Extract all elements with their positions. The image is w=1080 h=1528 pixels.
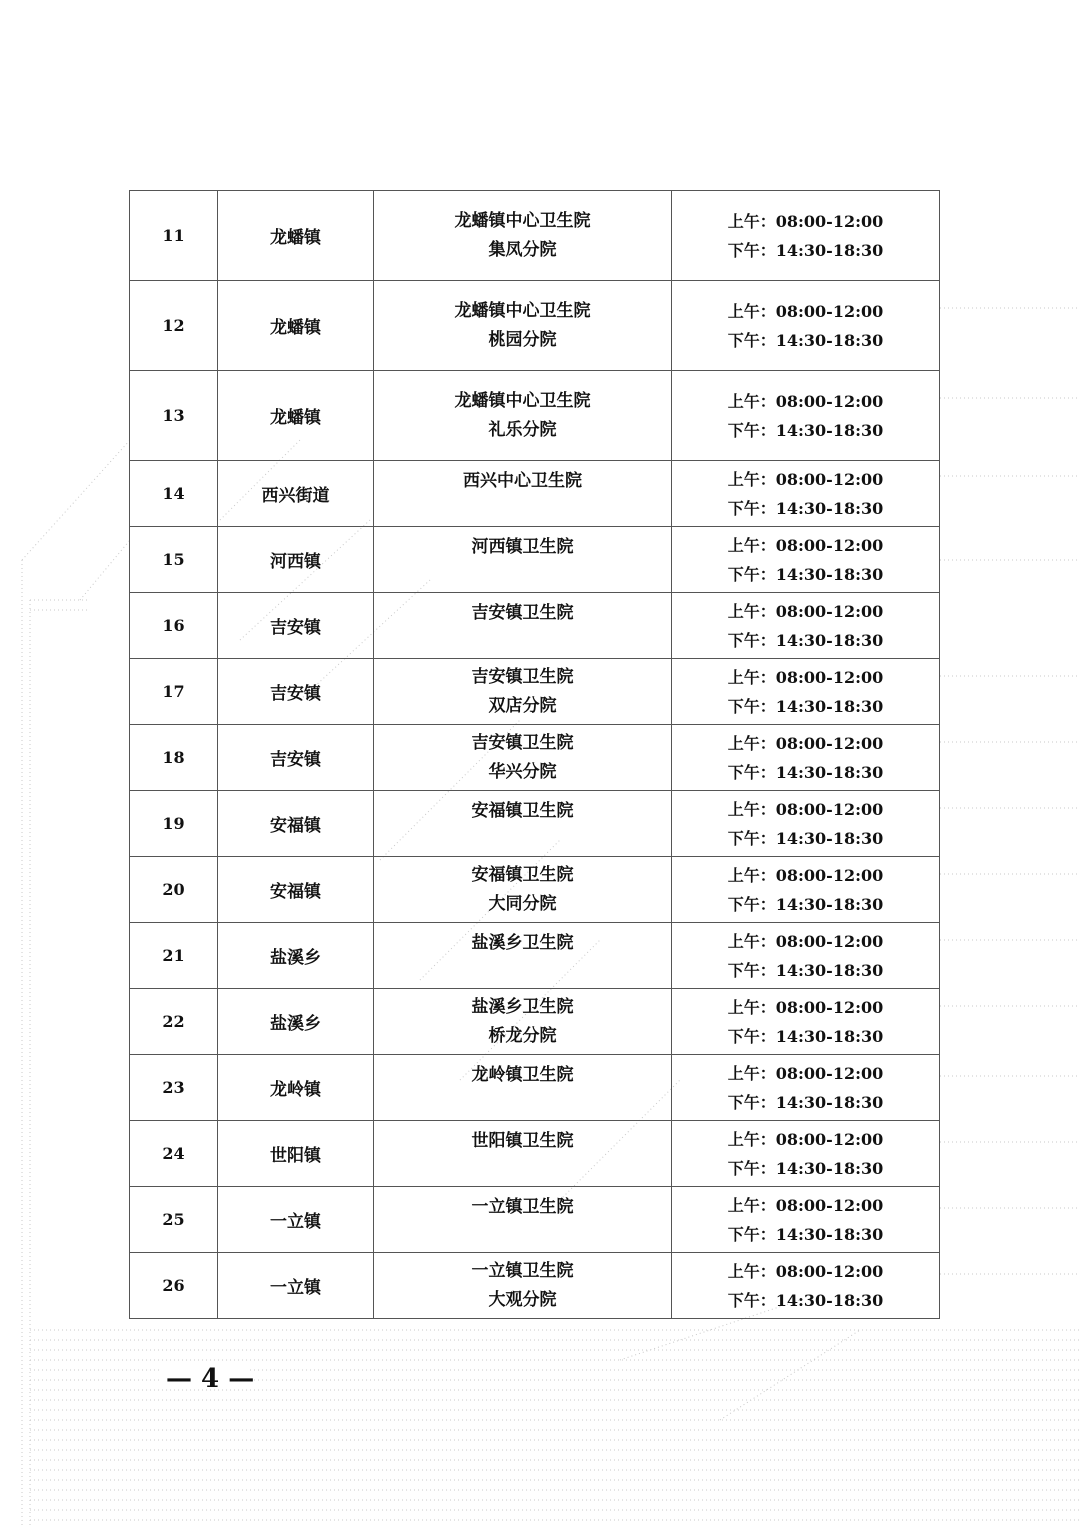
hospital-name: 盐溪乡卫生院 — [471, 996, 574, 1017]
morning-hours: 上午：08:00-12:00 — [727, 667, 884, 687]
branch-name: 双店分院 — [488, 695, 557, 716]
morning-hours: 上午：08:00-12:00 — [727, 211, 884, 231]
afternoon-hours: 下午：14:30-18:30 — [727, 498, 884, 518]
morning-hours: 上午：08:00-12:00 — [727, 301, 884, 321]
branch-name: 大同分院 — [488, 893, 557, 914]
table-row — [130, 527, 940, 593]
table-row — [130, 371, 940, 461]
table-row — [130, 725, 940, 791]
town-name: 西兴街道 — [218, 461, 374, 527]
hospital-name: 吉安镇卫生院 — [471, 603, 574, 623]
hospital-cell — [374, 281, 672, 371]
table-row — [130, 791, 940, 857]
hospital-cell — [374, 461, 672, 527]
page-number: — 4 — — [166, 1364, 255, 1394]
town-name: 龙岭镇 — [218, 1055, 374, 1121]
row-number: 22 — [130, 989, 218, 1055]
row-number: 16 — [130, 593, 218, 659]
hospital-name: 吉安镇卫生院 — [471, 666, 574, 687]
hospital-cell — [374, 659, 672, 725]
morning-hours: 上午：08:00-12:00 — [727, 391, 884, 411]
town-name: 世阳镇 — [218, 1121, 374, 1187]
afternoon-hours: 下午：14:30-18:30 — [727, 630, 884, 650]
table-row — [130, 593, 940, 659]
hours-cell — [672, 1121, 940, 1187]
row-number: 26 — [130, 1253, 218, 1319]
hospital-name: 河西镇卫生院 — [471, 537, 574, 557]
row-number: 14 — [130, 461, 218, 527]
morning-hours: 上午：08:00-12:00 — [727, 733, 884, 753]
hours-cell — [672, 461, 940, 527]
row-number: 19 — [130, 791, 218, 857]
hospital-name: 龙蟠镇中心卫生院 — [454, 390, 591, 411]
hours-cell — [672, 923, 940, 989]
hospital-cell — [374, 725, 672, 791]
morning-hours: 上午：08:00-12:00 — [727, 601, 884, 621]
morning-hours: 上午：08:00-12:00 — [727, 1063, 884, 1083]
hospital-cell — [374, 989, 672, 1055]
hospital-name: 安福镇卫生院 — [471, 801, 574, 821]
morning-hours: 上午：08:00-12:00 — [727, 865, 884, 885]
hospital-name: 安福镇卫生院 — [471, 864, 574, 885]
branch-name: 大观分院 — [488, 1289, 557, 1310]
branch-name: 礼乐分院 — [488, 419, 557, 440]
hours-cell — [672, 1253, 940, 1319]
table-row — [130, 989, 940, 1055]
hospital-cell — [374, 527, 672, 593]
clinic-hours-table-wrapper — [129, 190, 939, 1319]
row-number: 11 — [130, 191, 218, 281]
afternoon-hours: 下午：14:30-18:30 — [727, 1026, 884, 1046]
morning-hours: 上午：08:00-12:00 — [727, 1195, 884, 1215]
hospital-cell — [374, 371, 672, 461]
row-number: 18 — [130, 725, 218, 791]
hours-cell — [672, 527, 940, 593]
table-row — [130, 923, 940, 989]
hours-cell — [672, 1055, 940, 1121]
afternoon-hours: 下午：14:30-18:30 — [727, 828, 884, 848]
branch-name: 桥龙分院 — [488, 1025, 557, 1046]
row-number: 12 — [130, 281, 218, 371]
clinic-hours-table — [129, 190, 940, 1319]
hospital-cell — [374, 791, 672, 857]
afternoon-hours: 下午：14:30-18:30 — [727, 762, 884, 782]
hospital-cell — [374, 593, 672, 659]
town-name: 一立镇 — [218, 1253, 374, 1319]
hours-cell — [672, 371, 940, 461]
afternoon-hours: 下午：14:30-18:30 — [727, 1092, 884, 1112]
hospital-name: 一立镇卫生院 — [471, 1197, 574, 1217]
hospital-name: 龙蟠镇中心卫生院 — [454, 210, 591, 231]
hospital-name: 西兴中心卫生院 — [463, 471, 582, 491]
row-number: 17 — [130, 659, 218, 725]
branch-name: 桃园分院 — [488, 329, 557, 350]
town-name: 吉安镇 — [218, 593, 374, 659]
table-row — [130, 1121, 940, 1187]
hours-cell — [672, 659, 940, 725]
table-row — [130, 461, 940, 527]
afternoon-hours: 下午：14:30-18:30 — [727, 960, 884, 980]
afternoon-hours: 下午：14:30-18:30 — [727, 696, 884, 716]
hospital-cell — [374, 857, 672, 923]
row-number: 13 — [130, 371, 218, 461]
afternoon-hours: 下午：14:30-18:30 — [727, 420, 884, 440]
hours-cell — [672, 989, 940, 1055]
hospital-name: 世阳镇卫生院 — [471, 1131, 574, 1151]
hospital-name: 一立镇卫生院 — [471, 1260, 574, 1281]
afternoon-hours: 下午：14:30-18:30 — [727, 330, 884, 350]
town-name: 龙蟠镇 — [218, 191, 374, 281]
hospital-cell — [374, 1187, 672, 1253]
hospital-cell — [374, 923, 672, 989]
town-name: 龙蟠镇 — [218, 371, 374, 461]
table-row — [130, 1055, 940, 1121]
morning-hours: 上午：08:00-12:00 — [727, 1129, 884, 1149]
table-row — [130, 1253, 940, 1319]
hours-cell — [672, 191, 940, 281]
afternoon-hours: 下午：14:30-18:30 — [727, 240, 884, 260]
morning-hours: 上午：08:00-12:00 — [727, 997, 884, 1017]
hours-cell — [672, 1187, 940, 1253]
hospital-name: 吉安镇卫生院 — [471, 732, 574, 753]
town-name: 盐溪乡 — [218, 989, 374, 1055]
hospital-cell — [374, 191, 672, 281]
table-row — [130, 1187, 940, 1253]
morning-hours: 上午：08:00-12:00 — [727, 469, 884, 489]
row-number: 23 — [130, 1055, 218, 1121]
town-name: 龙蟠镇 — [218, 281, 374, 371]
hospital-cell — [374, 1055, 672, 1121]
town-name: 安福镇 — [218, 857, 374, 923]
morning-hours: 上午：08:00-12:00 — [727, 931, 884, 951]
town-name: 盐溪乡 — [218, 923, 374, 989]
afternoon-hours: 下午：14:30-18:30 — [727, 894, 884, 914]
morning-hours: 上午：08:00-12:00 — [727, 1261, 884, 1281]
hours-cell — [672, 857, 940, 923]
town-name: 一立镇 — [218, 1187, 374, 1253]
row-number: 25 — [130, 1187, 218, 1253]
hospital-name: 龙蟠镇中心卫生院 — [454, 300, 591, 321]
branch-name: 集凤分院 — [488, 239, 557, 260]
row-number: 21 — [130, 923, 218, 989]
hours-cell — [672, 281, 940, 371]
town-name: 吉安镇 — [218, 725, 374, 791]
table-row — [130, 857, 940, 923]
hospital-name: 龙岭镇卫生院 — [471, 1065, 574, 1085]
town-name: 吉安镇 — [218, 659, 374, 725]
row-number: 20 — [130, 857, 218, 923]
row-number: 15 — [130, 527, 218, 593]
afternoon-hours: 下午：14:30-18:30 — [727, 564, 884, 584]
morning-hours: 上午：08:00-12:00 — [727, 799, 884, 819]
town-name: 安福镇 — [218, 791, 374, 857]
town-name: 河西镇 — [218, 527, 374, 593]
afternoon-hours: 下午：14:30-18:30 — [727, 1224, 884, 1244]
hospital-cell — [374, 1253, 672, 1319]
hospital-name: 盐溪乡卫生院 — [471, 933, 574, 953]
hours-cell — [672, 593, 940, 659]
afternoon-hours: 下午：14:30-18:30 — [727, 1158, 884, 1178]
table-row — [130, 191, 940, 281]
afternoon-hours: 下午：14:30-18:30 — [727, 1290, 884, 1310]
table-row — [130, 659, 940, 725]
hours-cell — [672, 725, 940, 791]
hospital-cell — [374, 1121, 672, 1187]
branch-name: 华兴分院 — [488, 761, 557, 782]
table-row — [130, 281, 940, 371]
hours-cell — [672, 791, 940, 857]
row-number: 24 — [130, 1121, 218, 1187]
morning-hours: 上午：08:00-12:00 — [727, 535, 884, 555]
